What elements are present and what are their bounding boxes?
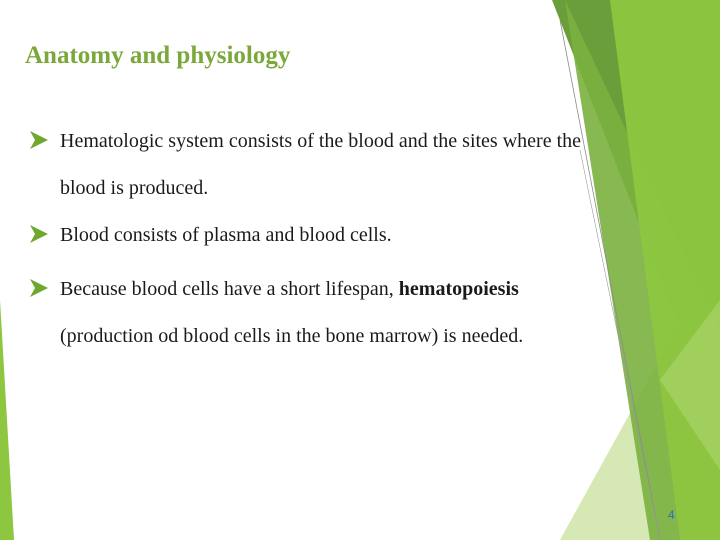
- bullet-item-2: [30, 212, 590, 259]
- diamond-arrow-bullet-icon: [30, 131, 48, 149]
- left-edge-stripe: [0, 300, 14, 540]
- bullet-text-1: Hematologic system consists of the blood and the sites where the blood is produced.: [60, 130, 582, 199]
- bullet-item-1: [30, 118, 590, 212]
- diamond-arrow-bullet-icon: [30, 225, 48, 243]
- bullet-text-2: Blood consists of plasma and blood cells.: [60, 224, 392, 246]
- bullet-item-3: [30, 266, 590, 360]
- bullet-text-3-bold-term: hematopoiesis: [398, 278, 519, 300]
- bullet-text-3-lead: Because blood cells have a short lifespan,: [60, 278, 399, 300]
- bullet-text-3-rest: (production od blood cells in the bone marrow) is needed.: [60, 325, 524, 347]
- slide-title: Anatomy and physiology: [25, 42, 291, 69]
- diamond-arrow-bullet-icon: [30, 279, 48, 297]
- page-number: 4: [668, 508, 675, 522]
- bullet-text-3: [60, 266, 590, 360]
